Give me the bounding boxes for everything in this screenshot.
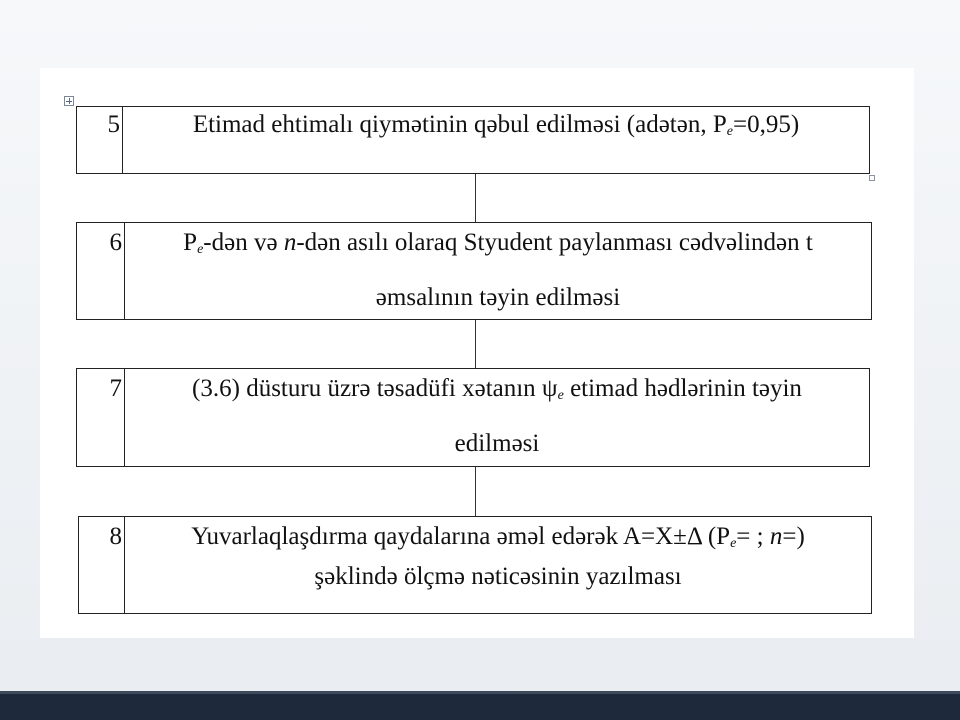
step-text-line-2: edilməsi — [454, 430, 540, 457]
step-text-line-1: Etimad ehtimalı qiymətinin qəbul edilməsi (adətən, $P_e=0,95$) — [192, 111, 800, 139]
flow-connector — [475, 174, 476, 222]
step-text — [125, 223, 871, 319]
step-text-line-1: (3.6) düsturu üzrə təsadüfi xətanın $\psi_e$ etimad hədlərinin təyin — [192, 375, 802, 403]
step-number: 5 — [77, 107, 123, 173]
step-text — [125, 517, 871, 613]
step-box-6 — [76, 222, 872, 320]
table-resize-handle[interactable] — [869, 175, 875, 181]
step-text — [123, 107, 869, 173]
step-number: 7 — [77, 369, 125, 466]
step-text-line-1: Yuvarlaqlaşdırma qaydalarına əməl edərək A=X±Δ ($P_e=$ ; n=) — [191, 523, 805, 551]
flow-connector — [475, 320, 476, 368]
bottom-bar — [0, 691, 960, 720]
step-text-line-1: $P_e$-dən və n-dən asılı olaraq Styudent paylanması cədvəlindən t — [183, 229, 813, 257]
step-text-line-2: şəklində ölçmə nəticəsinin yazılması — [314, 563, 682, 590]
step-number: 8 — [79, 517, 125, 613]
step-text — [125, 369, 869, 466]
step-box-7 — [76, 368, 870, 467]
table-move-icon[interactable] — [64, 96, 74, 106]
step-box-8 — [78, 516, 872, 614]
flow-connector — [475, 467, 476, 516]
step-text-line-2: əmsalının təyin edilməsi — [375, 284, 621, 311]
step-number: 6 — [77, 223, 125, 319]
step-box-5 — [76, 106, 870, 174]
